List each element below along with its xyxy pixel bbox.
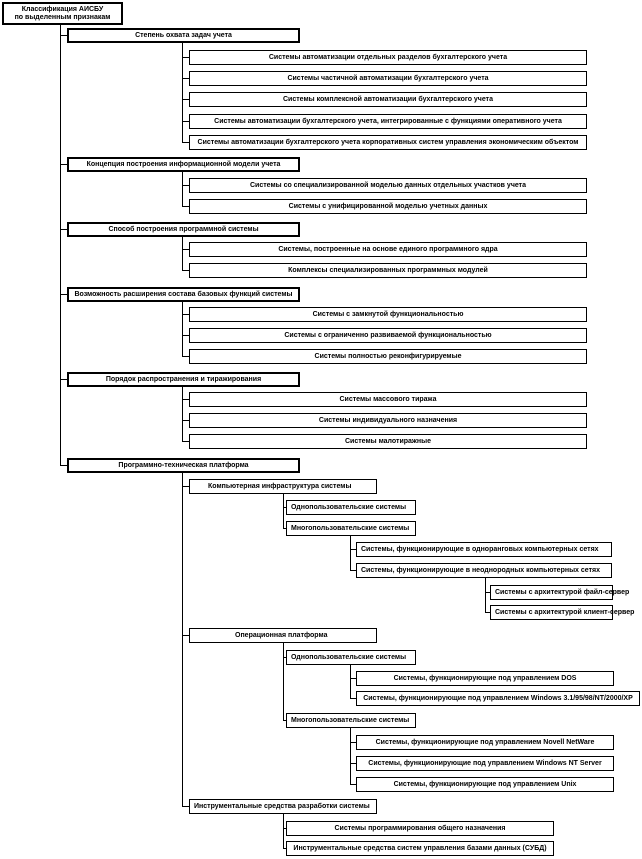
infra-peer-network-box: Системы, функционирующие в одноранговых компьютерных сетях bbox=[356, 542, 612, 557]
connector-line bbox=[60, 294, 67, 295]
item-box: Системы автоматизации бухгалтерского учета, интегрированные с функциями оперативного учета bbox=[189, 114, 587, 129]
connector-line bbox=[283, 494, 284, 529]
category-box-program-system: Способ построения программной системы bbox=[67, 222, 300, 237]
connector-line bbox=[182, 635, 189, 636]
connector-line bbox=[182, 57, 189, 58]
connector-line bbox=[485, 578, 486, 613]
item-box: Системы с унифицированной моделью учетных данных bbox=[189, 199, 587, 214]
item-box: Системы со специализированной моделью данных отдельных участков учета bbox=[189, 178, 587, 193]
infra-client-server-box: Системы с архитектурой клиент-сервер bbox=[490, 605, 613, 620]
item-box: Комплексы специализированных программных модулей bbox=[189, 263, 587, 278]
root-title-line2: по выделенным признакам bbox=[14, 13, 111, 21]
connector-line bbox=[182, 249, 189, 250]
item-box: Системы комплексной автоматизации бухгалтерского учета bbox=[189, 92, 587, 107]
connector-line bbox=[182, 335, 189, 336]
connector-line bbox=[182, 806, 189, 807]
item-box: Системы автоматизации отдельных разделов бухгалтерского учета bbox=[189, 50, 587, 65]
os-unix-box: Системы, функционирующие под управлением Unix bbox=[356, 777, 614, 792]
connector-line bbox=[182, 78, 189, 79]
connector-line bbox=[60, 379, 67, 380]
tools-dbms-box: Инструментальные средства систем управления базами данных (СУБД) bbox=[286, 841, 554, 856]
category-box-coverage: Степень охвата задач учета bbox=[67, 28, 300, 43]
connector-line bbox=[60, 164, 67, 165]
connector-line bbox=[350, 665, 351, 699]
os-multi-user-box: Многопользовательские системы bbox=[286, 713, 416, 728]
item-box: Системы индивидуального назначения bbox=[189, 413, 587, 428]
item-box: Системы, построенные на основе единого программного ядра bbox=[189, 242, 587, 257]
platform-os-box: Операционная платформа bbox=[189, 628, 377, 643]
connector-line bbox=[182, 270, 189, 271]
connector-line bbox=[182, 472, 183, 807]
os-nt-server-box: Системы, функционирующие под управлением Windows NT Server bbox=[356, 756, 614, 771]
tools-general-box: Системы программирования общего назначения bbox=[286, 821, 554, 836]
platform-infra-box: Компьютерная инфраструктура системы bbox=[189, 479, 377, 494]
infra-hetero-network-box: Системы, функционирующие в неоднородных компьютерных сетях bbox=[356, 563, 612, 578]
os-dos-box: Системы, функционирующие под управлением DOS bbox=[356, 671, 614, 686]
category-box-distribution: Порядок распространения и тиражирования bbox=[67, 372, 300, 387]
item-box: Системы с замкнутой функциональностью bbox=[189, 307, 587, 322]
connector-line bbox=[182, 99, 189, 100]
root-title-box bbox=[2, 2, 123, 25]
connector-line bbox=[182, 356, 189, 357]
os-single-user-box: Однопользовательские системы bbox=[286, 650, 416, 665]
os-windows-box: Системы, функционирующие под управлением Windows 3.1/95/98/NT/2000/XP bbox=[356, 691, 640, 706]
category-box-info-model: Концепция построения информационной модели учета bbox=[67, 157, 300, 172]
connector-line bbox=[182, 171, 183, 207]
connector-line bbox=[350, 728, 351, 785]
connector-line bbox=[182, 386, 183, 442]
connector-line bbox=[182, 142, 189, 143]
connector-line bbox=[283, 643, 284, 721]
connector-line bbox=[60, 25, 61, 465]
connector-line bbox=[182, 185, 189, 186]
item-box: Системы полностью реконфигурируемые bbox=[189, 349, 587, 364]
platform-tools-box: Инструментальные средства разработки системы bbox=[189, 799, 377, 814]
item-box: Системы малотиражные bbox=[189, 434, 587, 449]
connector-line bbox=[182, 441, 189, 442]
connector-line bbox=[60, 229, 67, 230]
infra-file-server-box: Системы с архитектурой файл-сервер bbox=[490, 585, 613, 600]
connector-line bbox=[60, 35, 67, 36]
item-box: Системы массового тиража bbox=[189, 392, 587, 407]
connector-line bbox=[182, 121, 189, 122]
infra-multi-user-box: Многопользовательские системы bbox=[286, 521, 416, 536]
connector-line bbox=[60, 465, 67, 466]
connector-line bbox=[182, 420, 189, 421]
connector-line bbox=[182, 236, 183, 271]
connector-line bbox=[182, 206, 189, 207]
connector-line bbox=[350, 536, 351, 571]
item-box: Системы автоматизации бухгалтерского учета корпоративных систем управления экономическим объектом bbox=[189, 135, 587, 150]
root-title-line1: Классификация АИСБУ bbox=[21, 5, 104, 13]
connector-line bbox=[182, 301, 183, 357]
connector-line bbox=[283, 814, 284, 849]
category-box-platform: Программно-техническая платформа bbox=[67, 458, 300, 473]
item-box: Системы частичной автоматизации бухгалтерского учета bbox=[189, 71, 587, 86]
infra-single-user-box: Однопользовательские системы bbox=[286, 500, 416, 515]
os-netware-box: Системы, функционирующие под управлением Novell NetWare bbox=[356, 735, 614, 750]
connector-line bbox=[182, 486, 189, 487]
category-box-extension: Возможность расширения состава базовых функций системы bbox=[67, 287, 300, 302]
item-box: Системы с ограниченно развиваемой функциональностью bbox=[189, 328, 587, 343]
connector-line bbox=[182, 314, 189, 315]
connector-line bbox=[182, 399, 189, 400]
